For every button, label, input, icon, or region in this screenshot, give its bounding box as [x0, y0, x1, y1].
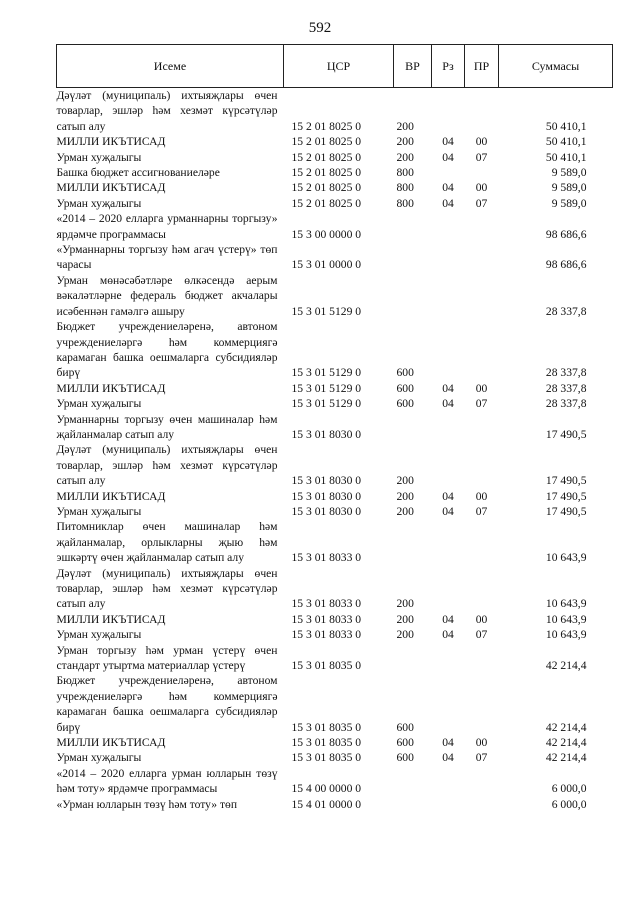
header-rz: Рз: [432, 45, 465, 88]
row-pr: [465, 88, 499, 135]
row-csr: 15 3 01 5129 0: [291, 366, 362, 380]
table-row: [57, 750, 613, 765]
row-csr: 15 3 01 8033 0: [291, 612, 362, 626]
row-vr: 600: [396, 751, 414, 765]
row-rz: 04: [442, 612, 454, 626]
row-sum: 10 643,9: [545, 597, 587, 611]
row-pr: [465, 273, 499, 319]
header-vr: ВР: [394, 45, 432, 88]
row-sum: 28 337,8: [545, 397, 587, 411]
row-pr: [465, 319, 499, 381]
table-row: [57, 412, 613, 443]
row-name: Урман хуҗалыгы: [56, 504, 142, 518]
row-name: МИЛЛИ ИКЪТИСАД: [56, 181, 166, 195]
row-vr: 800: [396, 166, 414, 180]
row-name: Урман хуҗалыгы: [56, 751, 142, 765]
row-csr: 15 3 00 0000 0: [291, 227, 362, 241]
row-sum: 42 214,4: [545, 736, 587, 750]
table-row: [57, 242, 613, 273]
row-rz: [432, 165, 465, 180]
row-rz: 04: [442, 397, 454, 411]
row-name: МИЛЛИ ИКЪТИСАД: [56, 612, 166, 626]
row-csr: 15 3 01 0000 0: [291, 258, 362, 272]
row-vr: [394, 797, 432, 812]
row-csr: 15 3 01 8030 0: [291, 504, 362, 518]
row-sum: 28 337,8: [545, 366, 587, 380]
table-row: [57, 273, 613, 319]
row-vr: 600: [396, 736, 414, 750]
table-row: [57, 319, 613, 381]
row-csr: 15 3 01 8033 0: [291, 551, 362, 565]
budget-table: [56, 44, 613, 812]
row-pr: [465, 673, 499, 735]
row-pr: 00: [475, 381, 488, 395]
row-vr: 200: [396, 597, 414, 611]
row-pr: [465, 643, 499, 674]
row-rz: [432, 766, 465, 797]
row-vr: 200: [396, 150, 414, 164]
row-name: Урманнарны торгызу өчен машиналар һәм җайланмалар сатып алу: [56, 412, 278, 441]
header-pr: ПР: [465, 45, 499, 88]
row-csr: 15 3 01 8035 0: [291, 736, 362, 750]
row-csr: 15 4 00 0000 0: [291, 782, 362, 796]
row-name: «2014 – 2020 елларга урман юлларын төзү һәм тоту» ярдәмче программасы: [56, 766, 278, 796]
row-csr: 15 3 01 8035 0: [291, 720, 362, 734]
table-row: [57, 735, 613, 750]
row-sum: 42 214,4: [545, 720, 587, 734]
row-sum: 28 337,8: [545, 304, 587, 318]
table-row: [57, 211, 613, 242]
table-row: [57, 612, 613, 627]
row-rz: 04: [442, 628, 454, 642]
row-rz: 04: [442, 181, 454, 195]
table-row: [57, 643, 613, 674]
row-csr: 15 3 01 8035 0: [291, 659, 362, 673]
row-sum: 42 214,4: [545, 659, 587, 673]
row-rz: 04: [442, 504, 454, 518]
row-vr: [394, 643, 432, 674]
row-vr: [394, 242, 432, 273]
row-csr: 15 3 01 8035 0: [291, 751, 362, 765]
row-vr: 600: [396, 720, 414, 734]
row-rz: [432, 412, 465, 443]
row-rz: [432, 319, 465, 381]
row-name: Урман мөнәсәбәтләре өлкәсендә аерым вәкаләтләрне федераль бюджет акчалары исәбеннән гамәлгә ашыру: [56, 273, 278, 318]
row-name: Урман хуҗалыгы: [56, 150, 142, 164]
row-pr: 07: [475, 397, 488, 411]
row-pr: 00: [475, 489, 488, 503]
row-vr: 200: [396, 504, 414, 518]
row-pr: 07: [475, 150, 488, 164]
table-row: [57, 88, 613, 135]
row-vr: 200: [396, 119, 414, 133]
row-rz: [432, 273, 465, 319]
row-sum: 17 490,5: [545, 504, 587, 518]
row-sum: 6 000,0: [551, 797, 587, 811]
table-row: [57, 673, 613, 735]
row-vr: 200: [396, 628, 414, 642]
row-sum: 50 410,1: [545, 119, 587, 133]
row-vr: 600: [396, 366, 414, 380]
budget-table-container: [56, 44, 612, 812]
row-rz: 04: [442, 736, 454, 750]
row-csr: 15 2 01 8025 0: [291, 119, 362, 133]
row-name: Урман хуҗалыгы: [56, 397, 142, 411]
row-rz: [432, 673, 465, 735]
row-rz: 04: [442, 381, 454, 395]
row-rz: [432, 797, 465, 812]
header-row: [57, 45, 613, 88]
table-row: [57, 381, 613, 396]
row-name: Дәүләт (муниципаль) ихтыяҗлары өчен товарлар, эшләр һәм хезмәт күрсәтүләр сатып алу: [56, 443, 278, 488]
row-pr: [465, 165, 499, 180]
row-rz: [432, 442, 465, 488]
table-row: [57, 180, 613, 195]
row-name: МИЛЛИ ИКЪТИСАД: [56, 135, 166, 149]
table-row: [57, 150, 613, 165]
row-pr: [465, 797, 499, 812]
row-vr: 200: [396, 489, 414, 503]
page-number: 592: [308, 20, 332, 36]
table-row: [57, 196, 613, 211]
table-row: [57, 489, 613, 504]
row-sum: 98 686,6: [545, 258, 587, 272]
row-csr: 15 3 01 5129 0: [291, 304, 362, 318]
row-sum: 50 410,1: [545, 150, 587, 164]
row-sum: 50 410,1: [545, 135, 587, 149]
table-row: [57, 134, 613, 149]
row-csr: 15 2 01 8025 0: [291, 135, 362, 149]
row-name: «2014 – 2020 елларга урманнарны торгызу» ярдәмче программасы: [56, 212, 278, 241]
table-row: [57, 396, 613, 411]
table-row: [57, 165, 613, 180]
row-pr: 00: [475, 736, 488, 750]
row-rz: [432, 242, 465, 273]
row-csr: 15 3 01 5129 0: [291, 381, 362, 395]
row-rz: [432, 566, 465, 612]
row-vr: 800: [396, 196, 414, 210]
row-sum: 9 589,0: [551, 181, 587, 195]
row-vr: [394, 211, 432, 242]
row-pr: [465, 242, 499, 273]
row-sum: 9 589,0: [551, 166, 587, 180]
row-sum: 10 643,9: [545, 612, 587, 626]
row-pr: [465, 211, 499, 242]
row-pr: [465, 766, 499, 797]
row-rz: 04: [442, 751, 454, 765]
row-pr: 07: [475, 628, 488, 642]
row-rz: [432, 643, 465, 674]
row-vr: 800: [396, 181, 414, 195]
row-pr: [465, 442, 499, 488]
row-csr: 15 3 01 8033 0: [291, 628, 362, 642]
row-vr: [394, 273, 432, 319]
row-rz: 04: [442, 135, 454, 149]
row-sum: 42 214,4: [545, 751, 587, 765]
row-name: Урман хуҗалыгы: [56, 196, 142, 210]
table-row: [57, 766, 613, 797]
row-sum: 9 589,0: [551, 196, 587, 210]
header-name: Исеме: [57, 45, 284, 88]
row-sum: 28 337,8: [545, 381, 587, 395]
table-row: [57, 504, 613, 519]
row-pr: [465, 519, 499, 565]
row-csr: 15 2 01 8025 0: [291, 150, 362, 164]
table-row: [57, 797, 613, 812]
row-pr: 00: [475, 612, 488, 626]
row-pr: 07: [475, 751, 488, 765]
row-csr: 15 2 01 8025 0: [291, 196, 362, 210]
row-csr: 15 3 01 8030 0: [291, 474, 362, 488]
row-name: Урман хуҗалыгы: [56, 628, 142, 642]
row-sum: 10 643,9: [545, 551, 587, 565]
table-body: [57, 88, 613, 813]
row-pr: [465, 566, 499, 612]
row-name: «Урманнарны торгызу һәм агач үстерү» төп чарасы: [56, 243, 278, 272]
table-row: [57, 566, 613, 612]
row-csr: 15 2 01 8025 0: [291, 181, 362, 195]
row-vr: 200: [396, 612, 414, 626]
row-csr: 15 3 01 8030 0: [291, 427, 362, 441]
row-vr: 600: [396, 381, 414, 395]
row-vr: 200: [396, 135, 414, 149]
table-row: [57, 442, 613, 488]
header-sum: Суммасы: [499, 45, 613, 88]
row-pr: [465, 412, 499, 443]
row-sum: 17 490,5: [545, 474, 587, 488]
row-vr: [394, 519, 432, 565]
row-name: Башка бюджет ассигнованиеләре: [56, 166, 220, 180]
row-name: Дәүләт (муниципаль) ихтыяҗлары өчен товарлар, эшләр һәм хезмәт күрсәтүләр сатып алу: [56, 566, 278, 611]
row-name: МИЛЛИ ИКЪТИСАД: [56, 381, 166, 395]
row-pr: 07: [475, 504, 488, 518]
row-rz: [432, 88, 465, 135]
row-name: «Урман юлларын төзү һәм тоту» төп: [56, 797, 238, 811]
row-rz: 04: [442, 196, 454, 210]
row-sum: 17 490,5: [545, 489, 587, 503]
row-pr: 00: [475, 181, 488, 195]
table-row: [57, 627, 613, 642]
table-header: [57, 45, 613, 88]
row-name: Бюджет учреждениеләренә, автоном учреждениеләргә һәм коммерциягә карамаган башка оешмаларга субсидияләр бирү: [56, 674, 278, 734]
row-vr: 600: [396, 397, 414, 411]
row-rz: [432, 211, 465, 242]
row-sum: 10 643,9: [545, 628, 587, 642]
row-rz: 04: [442, 150, 454, 164]
row-name: МИЛЛИ ИКЪТИСАД: [56, 489, 166, 503]
row-vr: [394, 766, 432, 797]
row-rz: 04: [442, 489, 454, 503]
row-csr: 15 3 01 8030 0: [291, 489, 362, 503]
row-csr: 15 3 01 8033 0: [291, 597, 362, 611]
row-sum: 17 490,5: [545, 427, 587, 441]
row-csr: 15 3 01 5129 0: [291, 397, 362, 411]
row-name: Дәүләт (муниципаль) ихтыяҗлары өчен товарлар, эшләр һәм хезмәт күрсәтүләр сатып алу: [56, 89, 278, 133]
row-name: Бюджет учреждениеләренә, автоном учреждениеләргә һәм коммерциягә карамаган башка оешмаларга субсидияләр бирү: [56, 320, 278, 380]
row-name: Питомниклар өчен машиналар һәм җайланмалар, орлыкларны җыю һәм эшкәртү өчен җайланмалар сатып алу: [56, 520, 278, 565]
row-sum: 6 000,0: [551, 782, 587, 796]
header-csr: ЦСР: [284, 45, 394, 88]
row-csr: 15 2 01 8025 0: [291, 166, 362, 180]
row-vr: 200: [396, 474, 414, 488]
row-pr: 07: [475, 196, 488, 210]
table-row: [57, 519, 613, 565]
row-sum: 98 686,6: [545, 227, 587, 241]
row-vr: [394, 412, 432, 443]
row-name: Урман торгызу һәм урман үстерү өчен стандарт утыртма материаллар үстерү: [56, 643, 278, 673]
row-csr: 15 4 01 0000 0: [291, 797, 362, 811]
row-pr: 00: [475, 135, 488, 149]
row-rz: [432, 519, 465, 565]
row-name: МИЛЛИ ИКЪТИСАД: [56, 736, 166, 750]
